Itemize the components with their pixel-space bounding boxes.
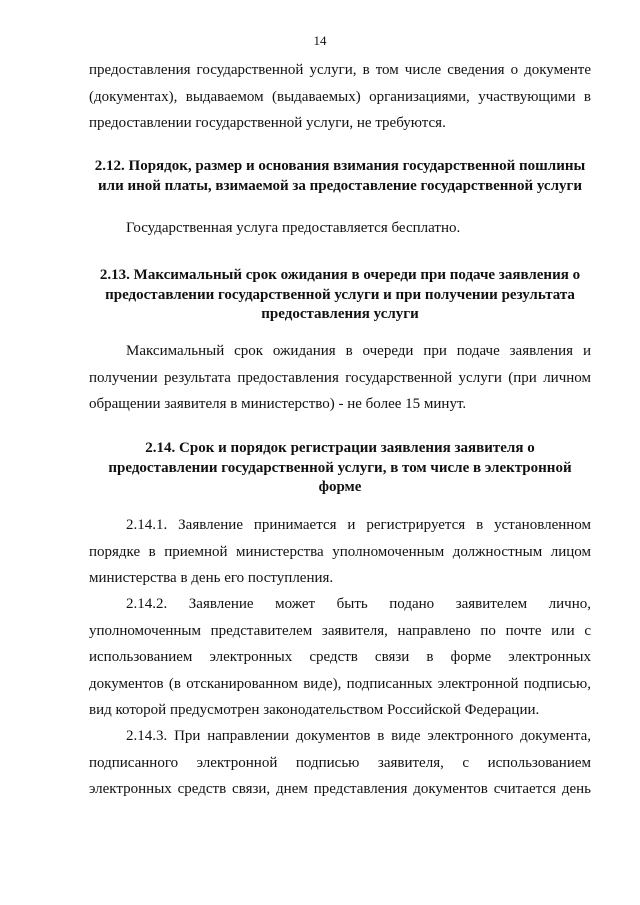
text-line: Государственная услуга предоставляется бесплатно. xyxy=(126,220,461,236)
heading-line: или иной платы, взимаемой за предоставление государственной услуги xyxy=(98,177,582,194)
text-line: предоставлении государственной услуги, не требуются. xyxy=(89,115,446,131)
heading-line: предоставлении государственной услуги, в том числе в электронной xyxy=(108,459,572,476)
paragraph-intro xyxy=(89,57,591,137)
text-line: подписанного электронной подписью заявителя, с использованием xyxy=(89,754,591,771)
text-line: порядке в приемной министерства уполномоченным должностным лицом xyxy=(89,543,591,560)
text-line: обращении заявителя в министерство) - не более 15 минут. xyxy=(89,396,467,412)
text-line: Максимальный срок ожидания в очереди при подаче заявления и xyxy=(126,343,591,359)
text-line: получении результата предоставления государственной услуги (при личном xyxy=(89,369,591,386)
text-line: электронных средств связи, днем представления документов считается день xyxy=(89,781,591,797)
text-line: (документах), выдаваемом (выдаваемых) организациями, участвующими в xyxy=(89,88,591,105)
page-number: 14 xyxy=(313,33,327,48)
text-line: 2.14.1. Заявление принимается и регистрируется в установленном xyxy=(126,517,591,533)
text-line: 2.14.2. Заявление может быть подано заявителем лично, xyxy=(126,596,591,612)
text-line: вид которой предусмотрен законодательством Российской Федерации. xyxy=(89,702,540,718)
paragraph-2-13 xyxy=(89,338,591,418)
section-heading-2-14 xyxy=(89,439,591,498)
heading-line: форме xyxy=(318,479,362,495)
text-line: использованием электронных средств связи в форме электронных xyxy=(89,649,591,665)
text-line: министерства в день его поступления. xyxy=(89,570,334,586)
paragraph-2-14-1 xyxy=(89,512,591,592)
text-line: 2.14.3. При направлении документов в виде электронного документа, xyxy=(126,728,591,744)
heading-line: предоставления услуги xyxy=(261,306,419,322)
text-line: документов (в отсканированном виде), подписанных электронной подписью, xyxy=(89,675,591,692)
section-heading-2-13 xyxy=(89,266,591,325)
paragraph-2-12 xyxy=(89,215,591,242)
heading-line: 2.13. Максимальный срок ожидания в очереди при подаче заявления о xyxy=(99,267,581,283)
heading-line: 2.12. Порядок, размер и основания взимания государственной пошлины xyxy=(94,158,586,174)
paragraph-2-14-2 xyxy=(89,591,591,724)
section-heading-2-12 xyxy=(89,157,591,196)
text-line: предоставления государственной услуги, в том числе сведения о документе xyxy=(89,62,591,78)
heading-line: предоставлении государственной услуги и при получении результата xyxy=(105,286,575,303)
heading-line: 2.14. Срок и порядок регистрации заявления заявителя о xyxy=(145,440,535,456)
text-line: уполномоченным представителем заявителя, направлено по почте или с xyxy=(89,622,591,639)
paragraph-2-14-3 xyxy=(89,723,591,803)
